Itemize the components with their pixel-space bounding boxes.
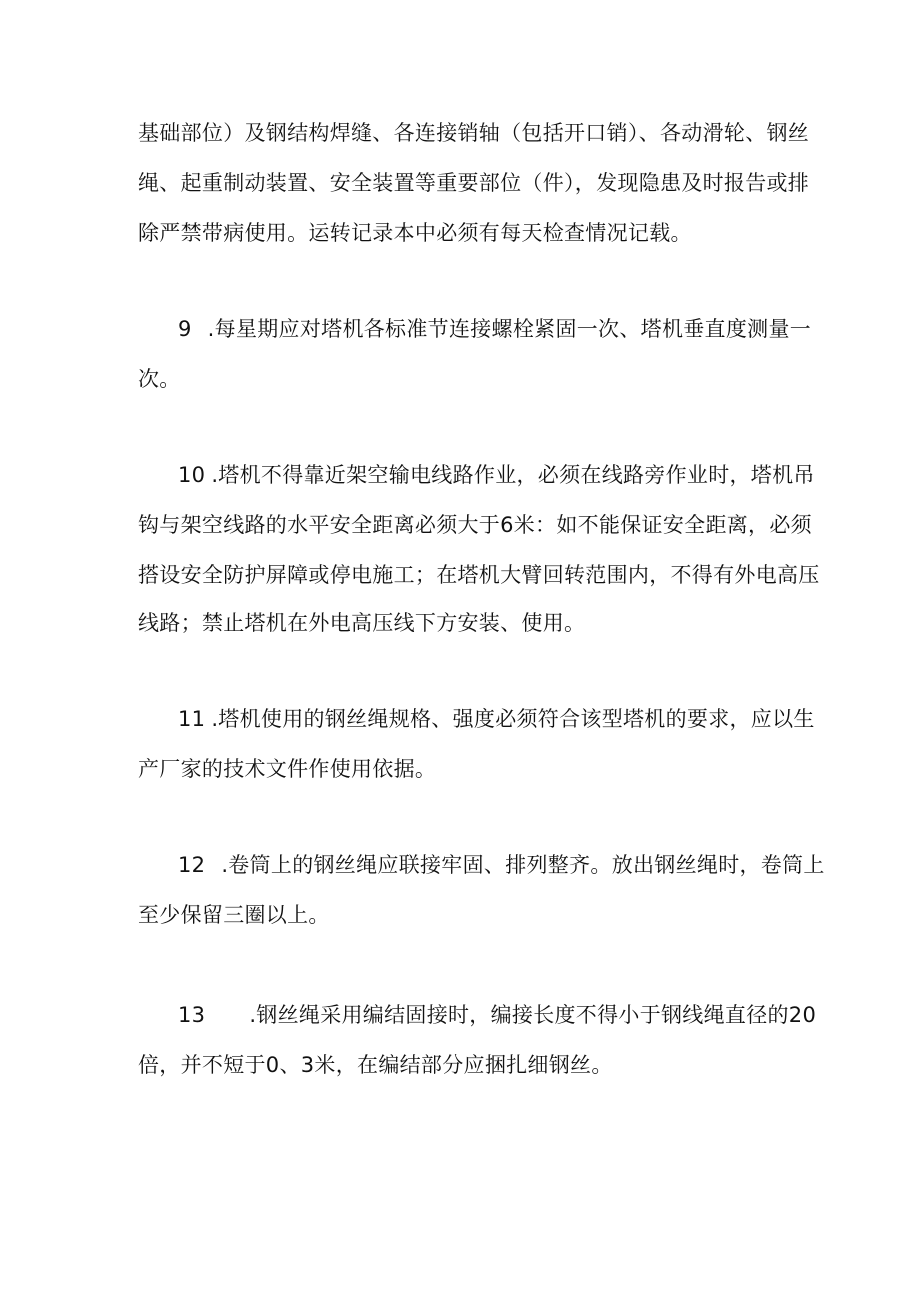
paragraph-first-line bbox=[178, 314, 811, 344]
item-text: .塔机使用的钢丝绳规格、强度必须符合该型塔机的要求，应以生 bbox=[211, 707, 815, 731]
paragraph-line: 倍，并不短于0、3米，在编结部分应捆扎细钢丝。 bbox=[138, 1053, 613, 1077]
paragraph-line: 次。 bbox=[138, 367, 181, 391]
paragraph-first-line bbox=[178, 460, 815, 490]
paragraph-line: 至少保留三圈以上。 bbox=[138, 903, 330, 927]
item-text: .卷筒上的钢丝绳应联接牢固、排列整齐。放出钢丝绳时，卷筒上 bbox=[221, 853, 825, 877]
paragraph-line: 产厂家的技术文件作使用依据。 bbox=[138, 757, 437, 781]
paragraph-line: 搭设安全防护屏障或停电施工；在塔机大臂回转范围内，不得有外电高压 bbox=[138, 563, 820, 587]
paragraph-first-line bbox=[178, 704, 815, 734]
paragraph-line: 线路；禁止塔机在外电高压线下方安装、使用。 bbox=[138, 611, 586, 635]
paragraph-line: 除严禁带病使用。运转记录本中必须有每天检查情况记载。 bbox=[138, 221, 692, 245]
item-number: 11 bbox=[178, 707, 206, 731]
item-text: .每星期应对塔机各标准节连接螺栓紧固一次、塔机垂直度测量一 bbox=[207, 317, 812, 341]
item-number: 9 bbox=[178, 317, 192, 341]
item-number: 12 bbox=[178, 853, 206, 877]
paragraph-first-line bbox=[178, 850, 825, 880]
item-number: 13 bbox=[178, 1003, 206, 1027]
paragraph-line: 钩与架空线路的水平安全距离必须大于6米：如不能保证安全距离，必须 bbox=[138, 513, 812, 537]
paragraph-line: 绳、起重制动装置、安全装置等重要部位（件），发现隐患及时报告或排 bbox=[138, 171, 810, 195]
item-text: .钢丝绳采用编结固接时，编接长度不得小于钢线绳直径的20 bbox=[249, 1003, 817, 1027]
item-number: 10 bbox=[178, 463, 206, 487]
item-text: .塔机不得靠近架空输电线路作业，必须在线路旁作业时，塔机吊 bbox=[211, 463, 815, 487]
paragraph-line: 基础部位）及钢结构焊缝、各连接销轴（包括开口销）、各动滑轮、钢丝 bbox=[138, 121, 810, 145]
paragraph-first-line bbox=[178, 1000, 816, 1030]
